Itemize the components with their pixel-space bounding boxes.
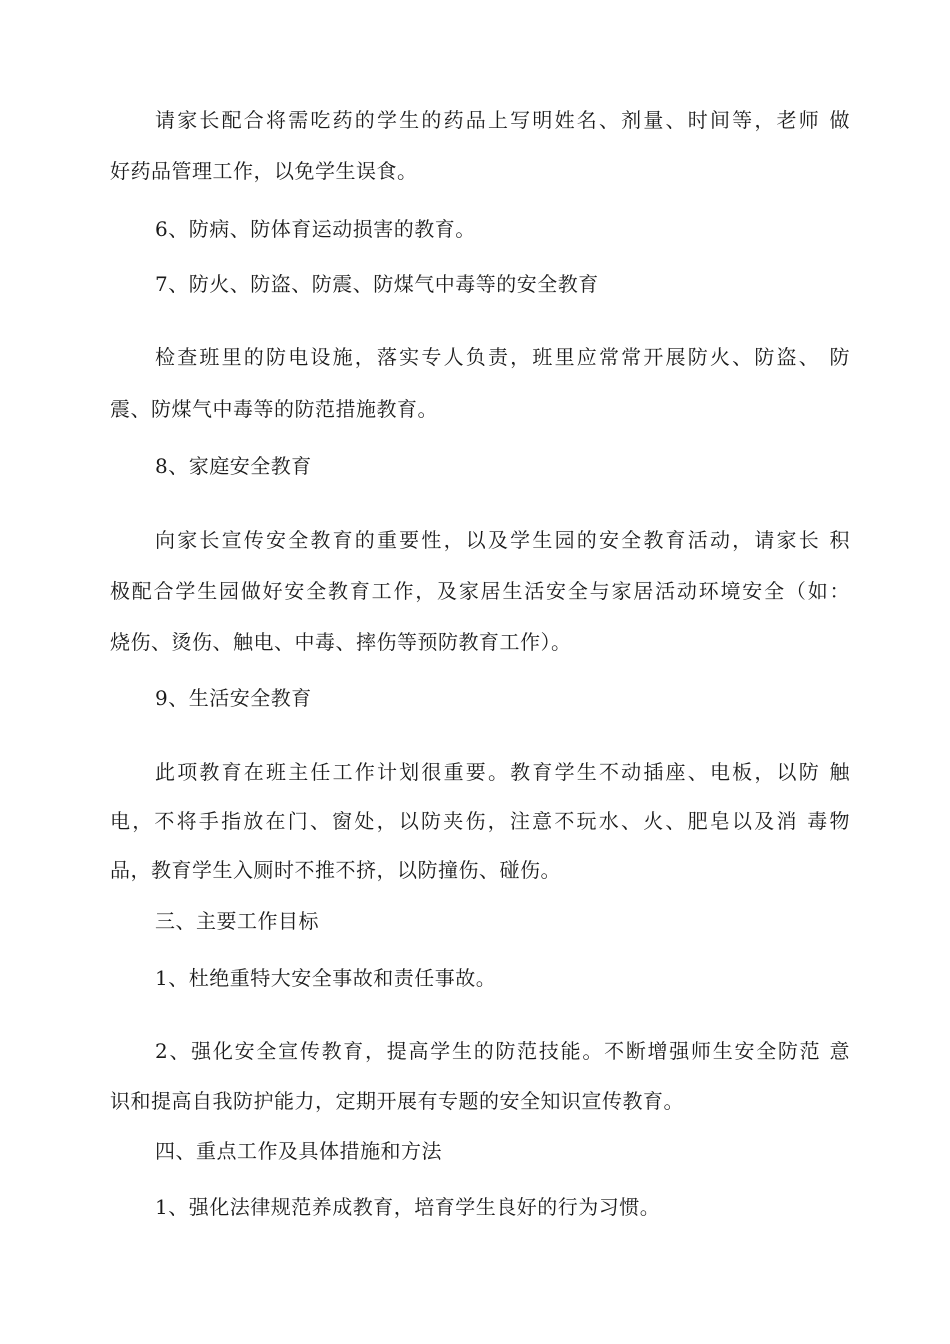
list-item: 1、强化法律规范养成教育，培育学生良好的行为习惯。 [155, 1195, 661, 1219]
paragraph-line: 检查班里的防电设施，落实专人负责，班里应常常开展防火、防盗、 防 [155, 345, 850, 369]
section-heading: 7、防火、防盗、防震、防煤气中毒等的安全教育 [155, 272, 599, 296]
paragraph-line: 震、防煤气中毒等的防范措施教育。 [110, 397, 438, 421]
paragraph-line: 2、强化安全宣传教育，提高学生的防范技能。不断增强师生安全防范 意 [155, 1039, 850, 1063]
paragraph-line: 此项教育在班主任工作计划很重要。教育学生不动插座、电板，以防 触 [155, 760, 850, 784]
paragraph-line: 极配合学生园做好安全教育工作，及家居生活安全与家居活动环境安全（如： [110, 579, 850, 603]
paragraph-line: 烧伤、烫伤、触电、中毒、摔伤等预防教育工作）。 [110, 630, 572, 654]
paragraph-line: 请家长配合将需吃药的学生的药品上写明姓名、剂量、时间等，老师 做 [155, 108, 850, 132]
paragraph-line: 向家长宣传安全教育的重要性，以及学生园的安全教育活动，请家长 积 [155, 528, 850, 552]
paragraph-line: 识和提高自我防护能力，定期开展有专题的安全知识宣传教育。 [110, 1089, 684, 1113]
paragraph-line: 品，教育学生入厕时不推不挤，以防撞伤、碰伤。 [110, 858, 561, 882]
paragraph-line: 电，不将手指放在门、窗处，以防夹伤，注意不玩水、火、肥皂以及消 毒物 [110, 809, 850, 833]
paragraph-line: 好药品管理工作，以免学生误食。 [110, 159, 418, 183]
section-heading: 四、重点工作及具体措施和方法 [155, 1139, 442, 1163]
section-heading: 9、生活安全教育 [155, 686, 312, 710]
section-heading: 三、主要工作目标 [155, 909, 319, 933]
list-item: 1、杜绝重特大安全事故和责任事故。 [155, 966, 497, 990]
section-heading: 8、家庭安全教育 [155, 454, 312, 478]
section-heading: 6、防病、防体育运动损害的教育。 [155, 217, 476, 241]
